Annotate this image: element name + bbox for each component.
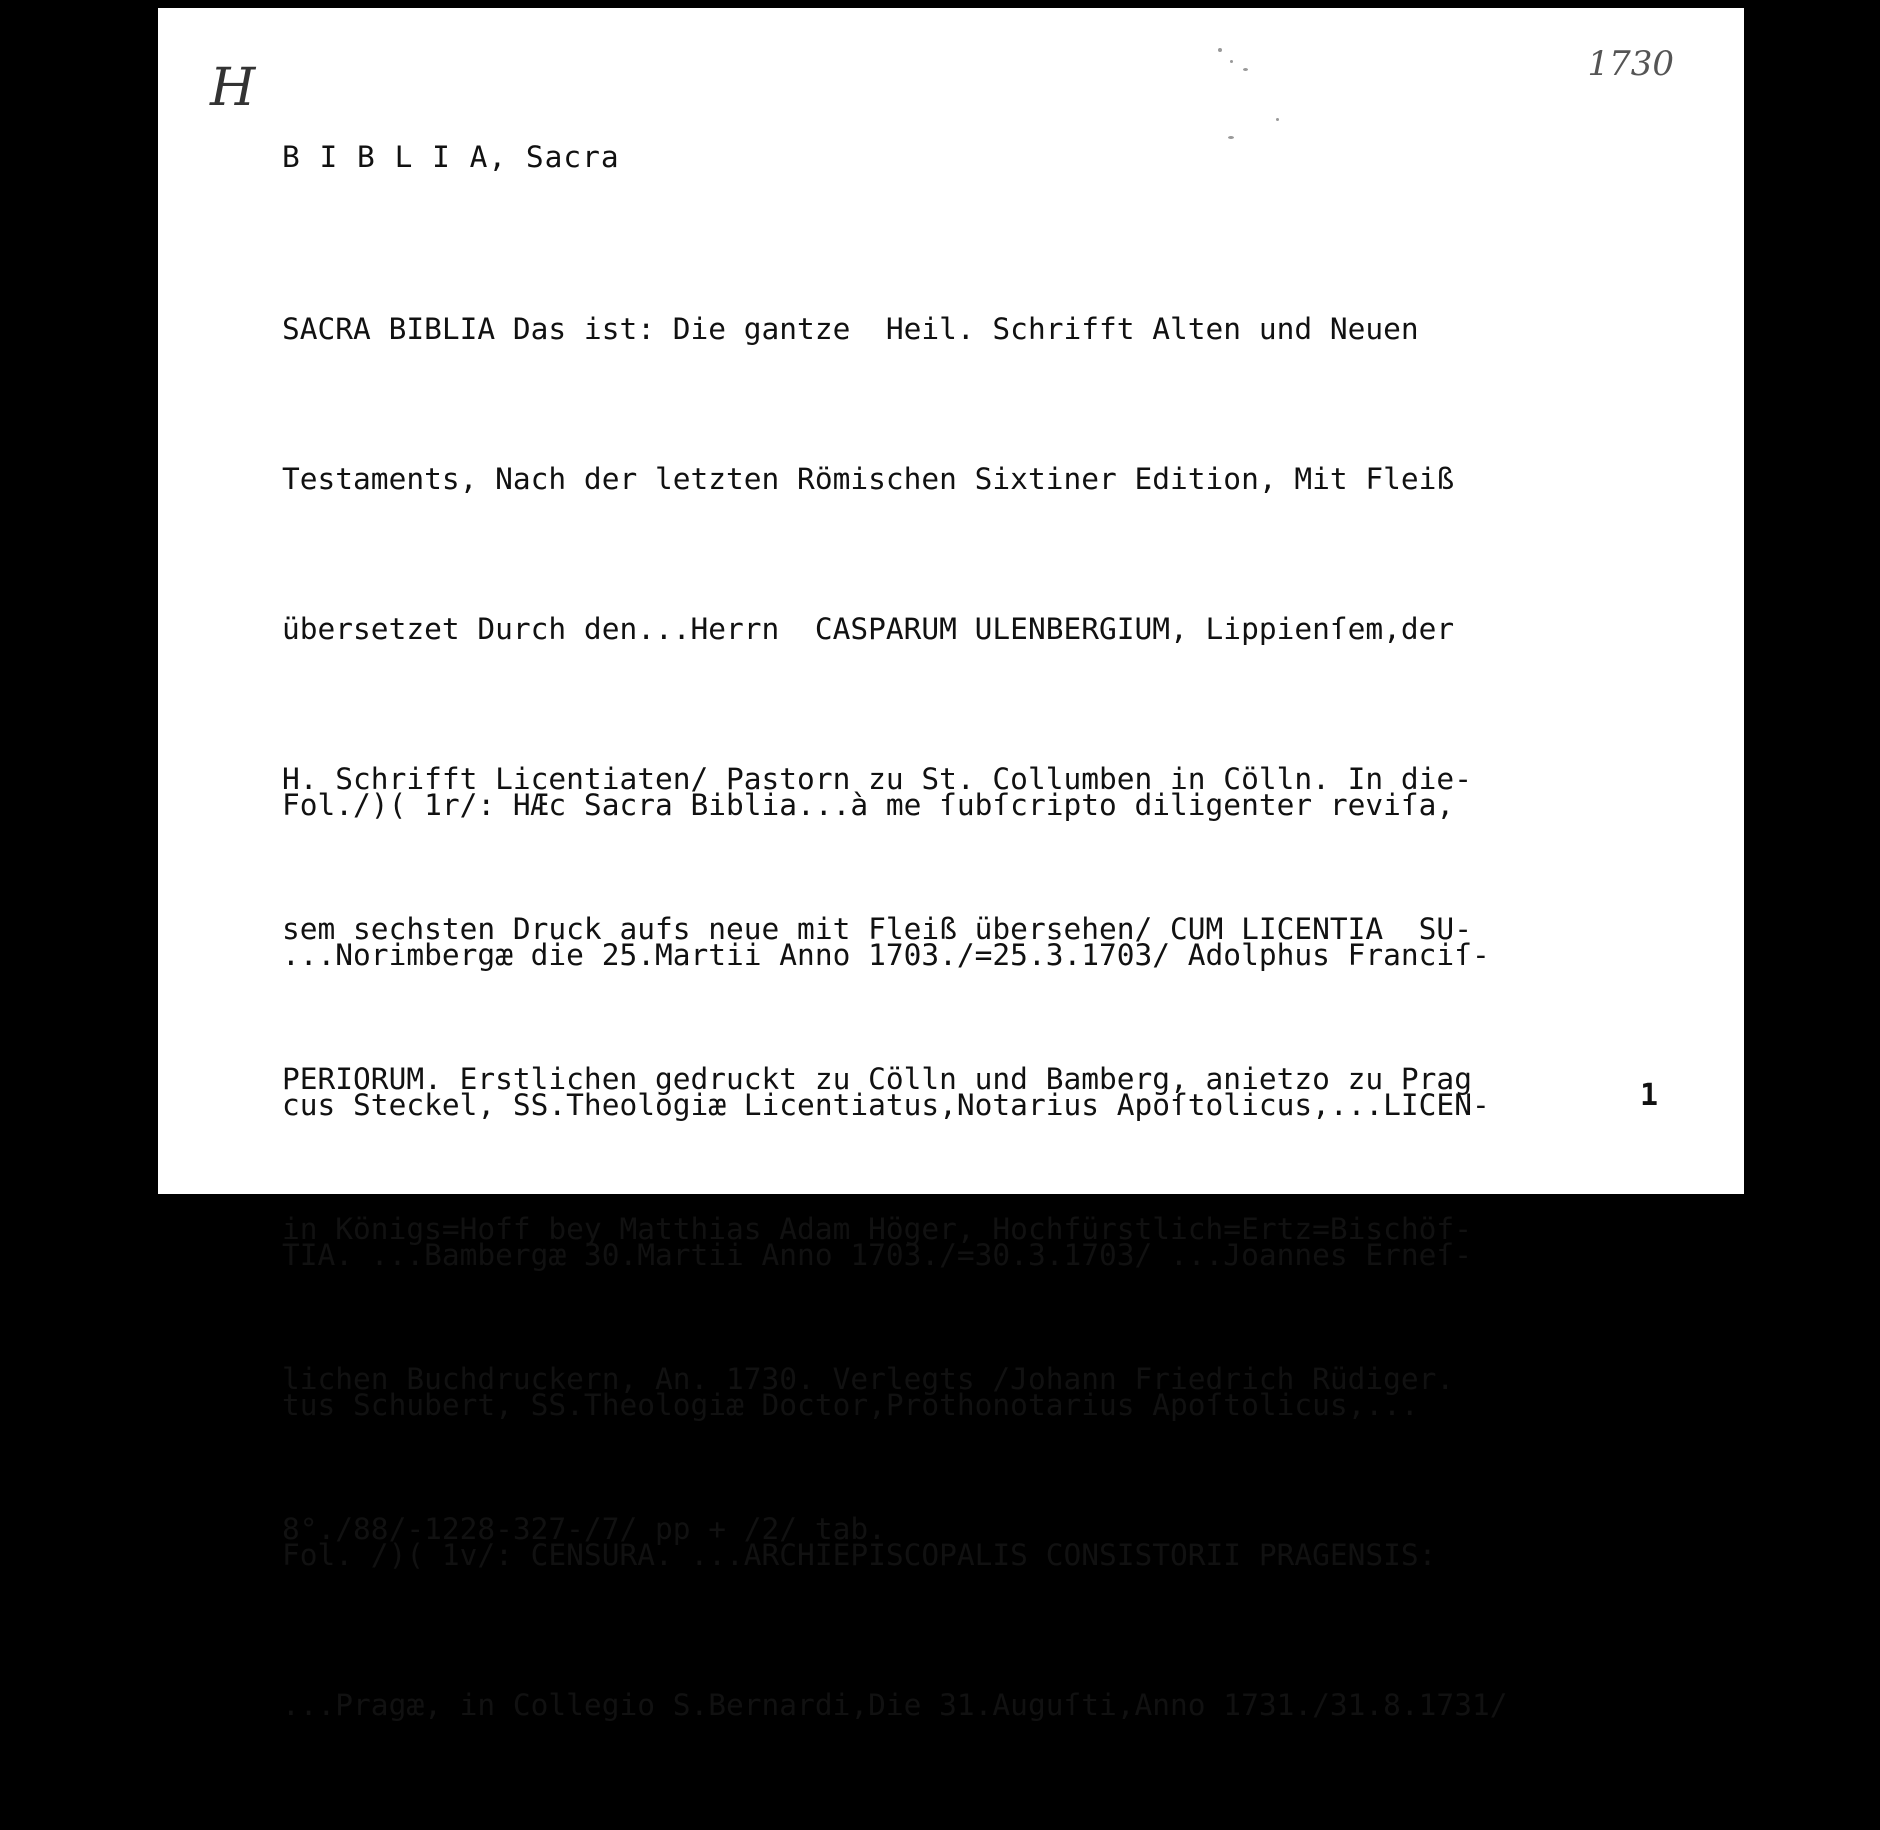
description-line: in Königs=Hoff bey Matthias Adam Höger, Hochfürstlich=Ertz=Bischöf- [282, 1212, 1472, 1246]
handwritten-number-mark: 1730 [1587, 44, 1674, 84]
description-line: 8°./88/-1228-327-/7/ pp + /2/ tab. [282, 1512, 886, 1546]
ink-speck [1243, 68, 1248, 71]
notes-line: Fol. /)( 1v/: CENSURA. ...ARCHIEPISCOPALIS CONSISTORII PRAGENSIS: [282, 1538, 1437, 1572]
ink-speck [1276, 118, 1279, 121]
description-line: H. Schrifft Licentiaten/ Pastorn zu St. Collumben in Cölln. In die- [282, 762, 1472, 796]
notes-line: Fol./)( 1r/: HÆc Sacra Biblia...à me ſubſcripto diligenter reviſa, [282, 788, 1455, 822]
folio-notes [282, 680, 1507, 1830]
notes-line: cus Steckel, SS.Theologiæ Licentiatus,Notarius Apoſtolicus,...LICEN- [282, 1088, 1490, 1122]
ink-speck [1228, 136, 1234, 139]
ink-speck [1230, 60, 1233, 63]
description-line: übersetzet Durch den...Herrn CASPARUM ULENBERGIUM, Lippienſem,der [282, 612, 1455, 646]
card-heading: B I B L I A, Sacra [282, 140, 620, 174]
catalog-card [158, 8, 1744, 1722]
handwritten-letter-mark: H [210, 58, 256, 118]
description-line: PERIORUM. Erstlichen gedruckt zu Cölln und Bamberg, anietzo zu Prag [282, 1062, 1472, 1096]
page-number: 1 [1640, 1078, 1659, 1113]
notes-line: ...Pragæ, in Collegio S.Bernardi,Die 31.Auguſti,Anno 1731./31.8.1731/ [282, 1688, 1508, 1722]
notes-line: ...Norimbergæ die 25.Martii Anno 1703./=25.3.1703/ Adolphus Franciſ- [282, 938, 1490, 972]
notes-line: TIA. ...Bambergæ 30.Martii Anno 1703./=30.3.1703/ ...Joannes Erneſ- [282, 1238, 1472, 1272]
description-line: Testaments, Nach der letzten Römischen Sixtiner Edition, Mit Fleiß [282, 462, 1455, 496]
description-line: sem sechsten Druck aufs neue mit Fleiß übersehen/ CUM LICENTIA SU- [282, 912, 1472, 946]
ink-speck [1218, 48, 1222, 52]
description-line: lichen Buchdruckern, An. 1730. Verlegts /Johann Friedrich Rüdiger. [282, 1362, 1455, 1396]
notes-line: tus Schubert, SS.Theologiæ Doctor,Prothonotarius Apoſtolicus,... [282, 1388, 1419, 1422]
description-line: SACRA BIBLIA Das ist: Die gantze Heil. Schrifft Alten und Neuen [282, 312, 1419, 346]
